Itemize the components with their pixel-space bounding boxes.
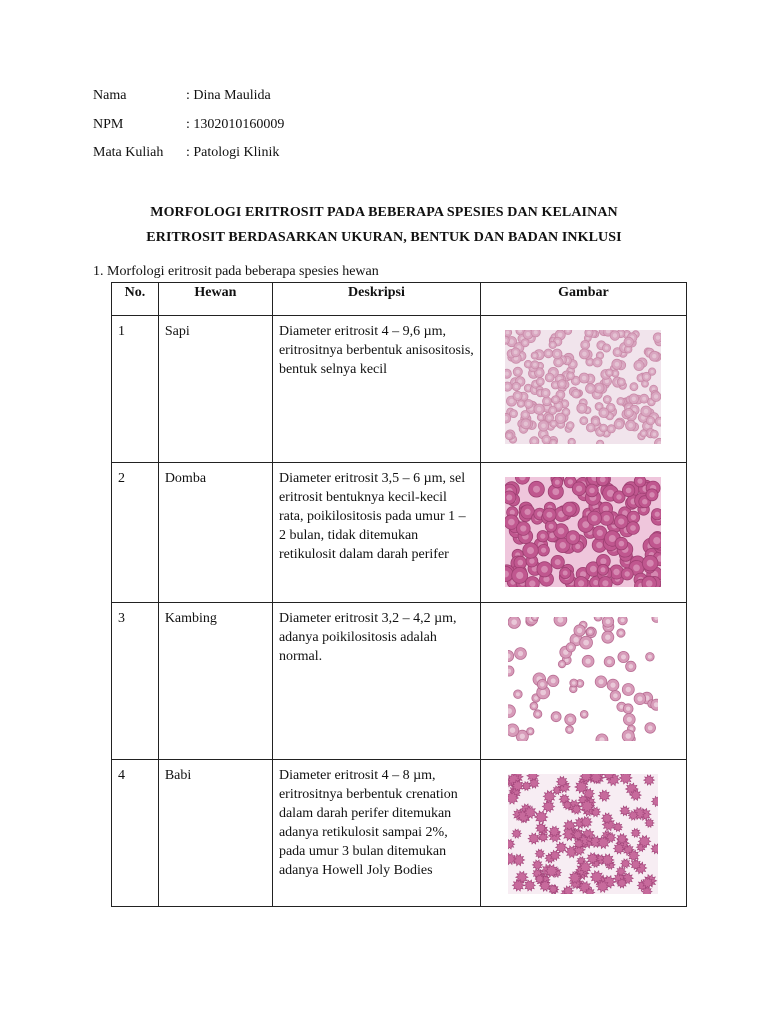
npm-value: : 1302010160009	[186, 117, 285, 132]
row-no: 4	[112, 760, 159, 907]
domba-micrograph-image	[505, 477, 661, 587]
row-hewan: Babi	[158, 760, 272, 907]
row-deskripsi: Diameter eritrosit 4 – 9,6 µm, eritrositnya berbentuk anisositosis, bentuk selnya kecil	[272, 316, 480, 463]
table-row	[112, 603, 687, 760]
row-hewan: Domba	[158, 463, 272, 603]
row-hewan: Sapi	[158, 316, 272, 463]
table-row	[112, 463, 687, 603]
row-hewan: Kambing	[158, 603, 272, 760]
table-row	[112, 316, 687, 463]
row-gambar	[480, 760, 686, 907]
npm-label: NPM	[93, 117, 124, 132]
nama-value: : Dina Maulida	[186, 88, 271, 103]
row-no: 3	[112, 603, 159, 760]
row-gambar	[480, 463, 686, 603]
row-deskripsi: Diameter eritrosit 3,2 – 4,2 µm, adanya poikilositosis adalah normal.	[272, 603, 480, 760]
nama-label: Nama	[93, 88, 127, 103]
header-deskripsi: Deskripsi	[272, 283, 480, 316]
morphology-table	[111, 282, 687, 907]
row-deskripsi: Diameter eritrosit 3,5 – 6 µm, sel eritrosit bentuknya kecil-kecil rata, poikilositosis pada umur 1 – 2 bulan, tidak ditemukan retikulosit dalam darah perifer	[272, 463, 480, 603]
section-heading: 1. Morfologi eritrosit pada beberapa spesies hewan	[93, 264, 379, 279]
babi-micrograph-image	[508, 774, 658, 894]
table-row	[112, 760, 687, 907]
title-line-2: ERITROSIT BERDASARKAN UKURAN, BENTUK DAN BADAN INKLUSI	[146, 230, 622, 245]
row-no: 1	[112, 316, 159, 463]
kambing-micrograph-image	[508, 617, 658, 741]
mata-kuliah-value: : Patologi Klinik	[186, 145, 280, 160]
sapi-micrograph-image	[505, 330, 661, 444]
row-gambar	[480, 316, 686, 463]
row-gambar	[480, 603, 686, 760]
header-hewan: Hewan	[158, 283, 272, 316]
header-no: No.	[112, 283, 159, 316]
mata-kuliah-label: Mata Kuliah	[93, 145, 164, 160]
table-header-row	[112, 283, 687, 316]
row-no: 2	[112, 463, 159, 603]
title-line-1: MORFOLOGI ERITROSIT PADA BEBERAPA SPESIES DAN KELAINAN	[150, 205, 618, 220]
row-deskripsi: Diameter eritrosit 4 – 8 µm, eritrositnya berbentuk crenation dalam darah perifer ditemukan adanya retikulosit sampai 2%, pada umur 3 bulan ditemukan adanya Howell Joly Bodies	[272, 760, 480, 907]
header-gambar: Gambar	[480, 283, 686, 316]
